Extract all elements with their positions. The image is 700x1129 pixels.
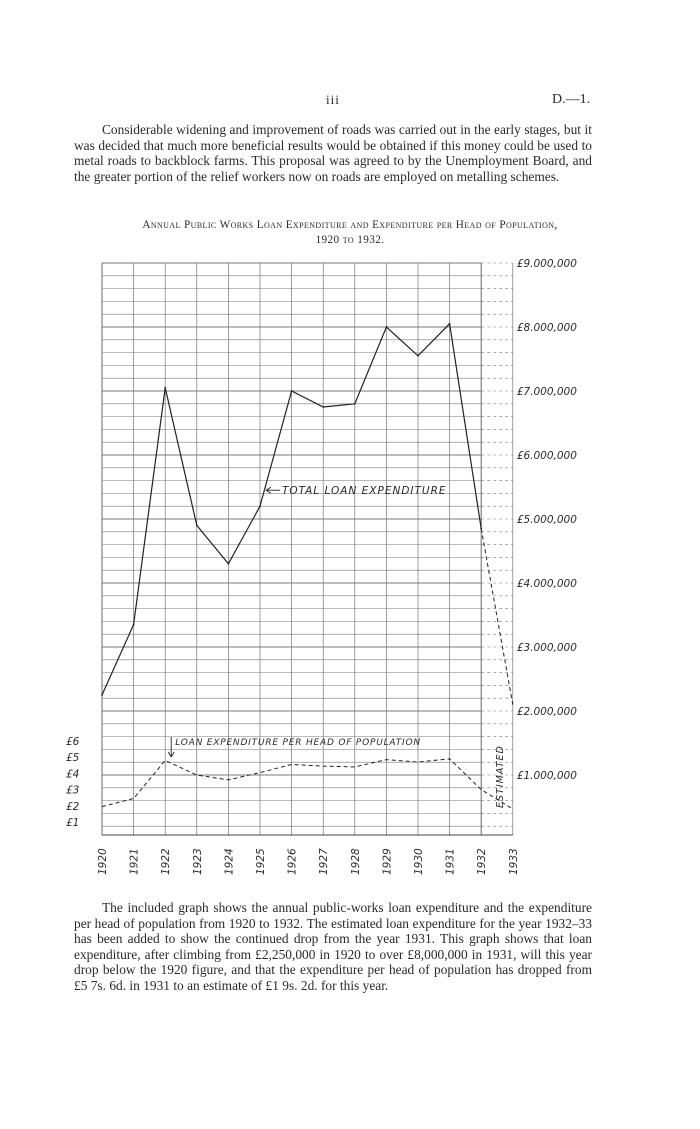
right-axis-tick-label: £1.000,000 (516, 770, 577, 782)
summary-paragraph: The included graph shows the annual public-works loan expenditure and the expenditure per head of population from 1920 to 1932. The estimated loan expenditure for the year 1932–33 has been added to show the continued drop from the year 1931. This graph shows that loan expenditure, after climbing from £2,250,000 in 1920 to over £8,000,000 in 1931, will this year drop below the 1920 figure, and that the expenditure per head of population has dropped from £5 7s. 6d. in 1931 to an estimate of £1 9s. 2d. for this year. (74, 900, 592, 993)
right-axis-tick-label: £8.000,000 (516, 322, 577, 334)
x-axis-tick-label: 1930 (413, 848, 425, 875)
x-axis-tick-label: 1923 (191, 848, 204, 875)
total-loan-expenditure-point (449, 323, 451, 325)
right-axis-tick-label: £6.000,000 (516, 450, 577, 462)
total-loan-expenditure-point (322, 406, 324, 408)
total-loan-expenditure-point (417, 355, 419, 357)
total-loan-expenditure-point (386, 326, 388, 328)
right-axis-tick-label: £4.000,000 (516, 578, 577, 590)
x-axis-tick-label: 1928 (349, 848, 362, 875)
total-loan-expenditure-point (259, 505, 261, 507)
x-axis-tick-label: 1925 (255, 848, 267, 875)
total-loan-expenditure-point (291, 390, 293, 392)
document-reference: D.—1. (552, 92, 591, 107)
total-loan-expenditure-point (228, 563, 230, 565)
right-axis-tick-label: £3.000,000 (516, 642, 577, 654)
intro-paragraph: Considerable widening and improvement of roads was carried out in the early stages, but it was decided that much more beneficial results would be obtained if this money could be used to metal roads to backblock farms. This proposal was agreed to by the Unemployment Board, and the greater portion of the relief workers now on roads are employed on metalling schemes. (74, 122, 592, 184)
left-axis-tick-label: £5 (66, 752, 80, 765)
x-axis-tick-label: 1931 (444, 848, 457, 875)
x-axis-tick-label: 1920 (97, 848, 109, 875)
right-axis-tick-label: £2.000,000 (516, 706, 577, 718)
total-loan-expenditure-point (133, 624, 135, 626)
total-loan-expenditure-point (354, 403, 356, 405)
left-axis-tick-label: £4 (66, 768, 80, 781)
x-axis-tick-label: 1921 (128, 848, 141, 875)
right-axis-tick-label: £7.000,000 (516, 386, 577, 398)
x-axis-tick-label: 1932 (476, 848, 489, 875)
estimated-label: ESTIMATED (495, 745, 507, 808)
total-loan-expenditure-point (164, 387, 166, 389)
per-head-expenditure-line (102, 759, 513, 809)
x-axis-tick-label: 1922 (160, 848, 173, 875)
left-axis-tick-label: £3 (66, 784, 80, 797)
x-axis-tick-label: 1926 (286, 848, 299, 875)
estimated-loan-expenditure-line (481, 529, 513, 705)
left-axis-tick-label: £2 (66, 800, 80, 813)
left-axis-tick-label: £6 (66, 736, 80, 748)
x-axis-tick-label: 1929 (381, 848, 394, 875)
x-axis-tick-label: 1927 (318, 848, 331, 875)
right-axis-tick-label: £5.000,000 (516, 514, 577, 526)
total-loan-expenditure-label: TOTAL LOAN EXPENDITURE (282, 485, 447, 498)
page-number: iii (326, 92, 340, 107)
chart-title-line-1: Annual Public Works Loan Expenditure and Expenditure per Head of Population, (142, 219, 558, 231)
total-loan-expenditure-point (101, 694, 103, 696)
left-axis-tick-label: £1 (66, 817, 80, 829)
right-axis-tick-label: £9.000,000 (516, 258, 577, 270)
chart-title-line-2: 1920 to 1932. (315, 234, 385, 246)
x-axis-tick-label: 1924 (223, 848, 236, 875)
per-head-expenditure-label: LOAN EXPENDITURE PER HEAD OF POPULATION (175, 738, 421, 748)
x-axis-tick-label: 1933 (507, 848, 520, 875)
total-loan-expenditure-point (196, 525, 198, 527)
